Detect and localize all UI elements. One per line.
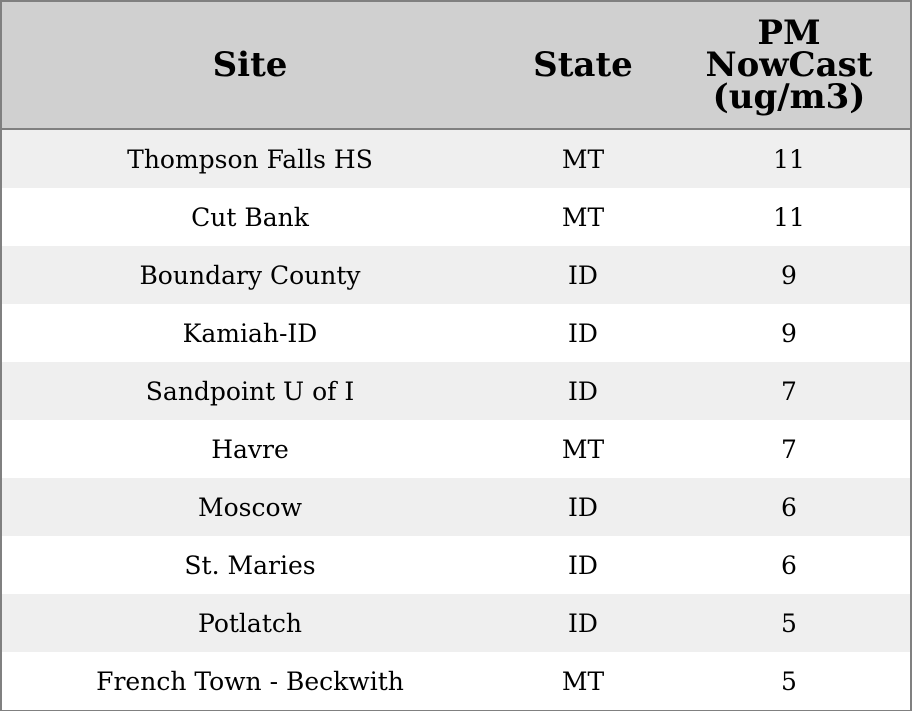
table-row bbox=[2, 478, 910, 536]
table-row bbox=[2, 594, 910, 652]
site-cell: Cut Bank bbox=[2, 188, 498, 246]
table-header bbox=[2, 2, 910, 129]
site-cell: French Town - Beckwith bbox=[2, 652, 498, 710]
table-row bbox=[2, 304, 910, 362]
pm-value-cell: 6 bbox=[668, 478, 910, 536]
state-cell: MT bbox=[498, 420, 668, 478]
site-cell: Thompson Falls HS bbox=[2, 129, 498, 188]
state-cell: MT bbox=[498, 188, 668, 246]
state-cell: MT bbox=[498, 652, 668, 710]
pm-value-cell: 11 bbox=[668, 188, 910, 246]
header-pm-line-1: PM bbox=[757, 13, 821, 53]
pm-value-cell: 5 bbox=[668, 594, 910, 652]
pm-value-cell: 7 bbox=[668, 362, 910, 420]
table-row bbox=[2, 129, 910, 188]
header-state: State bbox=[498, 2, 668, 129]
header-pm-line-2: NowCast bbox=[705, 45, 873, 85]
site-cell: Sandpoint U of I bbox=[2, 362, 498, 420]
site-cell: St. Maries bbox=[2, 536, 498, 594]
state-cell: ID bbox=[498, 304, 668, 362]
header-pm-nowcast bbox=[668, 2, 910, 129]
pm-value-cell: 11 bbox=[668, 129, 910, 188]
pm-value-cell: 6 bbox=[668, 536, 910, 594]
state-cell: MT bbox=[498, 129, 668, 188]
table-row bbox=[2, 420, 910, 478]
table-row bbox=[2, 652, 910, 710]
pm-nowcast-table bbox=[2, 2, 910, 710]
site-cell: Boundary County bbox=[2, 246, 498, 304]
site-cell: Kamiah-ID bbox=[2, 304, 498, 362]
site-cell: Moscow bbox=[2, 478, 498, 536]
pm-value-cell: 5 bbox=[668, 652, 910, 710]
table-row bbox=[2, 536, 910, 594]
state-cell: ID bbox=[498, 362, 668, 420]
header-site: Site bbox=[2, 2, 498, 129]
pm-value-cell: 7 bbox=[668, 420, 910, 478]
pm-value-cell: 9 bbox=[668, 246, 910, 304]
pm-value-cell: 9 bbox=[668, 304, 910, 362]
state-cell: ID bbox=[498, 594, 668, 652]
site-cell: Havre bbox=[2, 420, 498, 478]
site-cell: Potlatch bbox=[2, 594, 498, 652]
table-body bbox=[2, 129, 910, 710]
header-row bbox=[2, 2, 910, 129]
header-pm-line-3: (ug/m3) bbox=[712, 77, 866, 117]
state-cell: ID bbox=[498, 246, 668, 304]
table-row bbox=[2, 188, 910, 246]
state-cell: ID bbox=[498, 478, 668, 536]
table-row bbox=[2, 362, 910, 420]
state-cell: ID bbox=[498, 536, 668, 594]
table-row bbox=[2, 246, 910, 304]
